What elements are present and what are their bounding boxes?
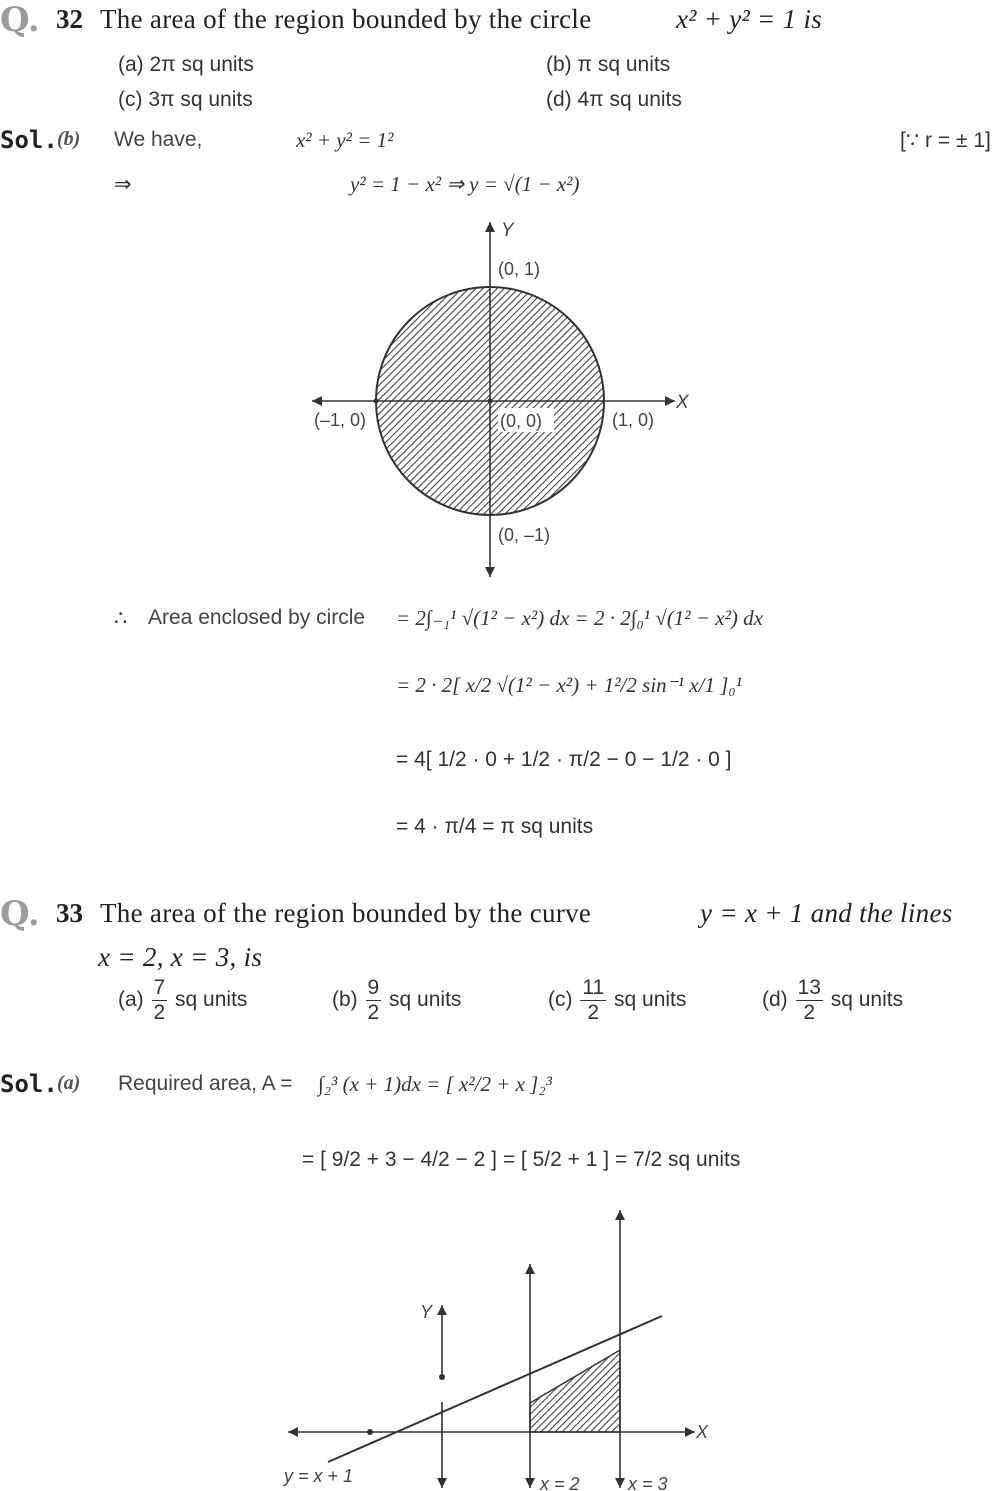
y-axis-up-arrow [485,222,495,232]
question-equation: x² + y² = 1 is [676,4,823,34]
circle-equation: x² + y² = 1² [296,128,394,152]
x-intercept-point [367,1429,373,1435]
integral-step-1: ∫₂³ (x + 1)dx = [ x²/2 + x ]₂³ [318,1072,552,1096]
option-b: (b) π sq units [546,53,671,76]
line-area-figure [270,1200,730,1491]
x3-label: x = 3 [628,1474,668,1491]
label-right: (1, 0) [612,410,655,430]
y-axis-down-arrow [485,567,495,577]
question-equation: y = x + 1 and the lines [700,898,953,928]
solution-label: Sol. [0,126,58,154]
line-x3-up-arrow [615,1210,625,1220]
solution-answer: (a) [57,1072,81,1094]
x-axis-right-arrow [665,396,675,406]
question-lines: x = 2, x = 3, is [98,942,263,972]
x-axis-left-arrow [288,1427,298,1437]
y-axis-down-arrow [437,1478,447,1488]
option-c: (c) $\frac{11}{2}$ sq units [548,976,687,1024]
integral-step-2: = [ 9/2 + 3 − 4/2 − 2 ] = [ 5/2 + 1 ] = 7/2 sq units [302,1148,741,1171]
x-axis-right-arrow [685,1427,695,1437]
area-label: Area enclosed by circle [148,606,366,629]
integral-step-3: = 4[ 1/2 · 0 + 1/2 · π/2 − 0 − 1/2 · 0 ] [396,748,732,771]
y-axis-label: Y [501,220,514,241]
radius-note: [∵ r = ± 1] [900,129,991,152]
y-equation: y² = 1 − x² ⇒ y = √(1 − x²) [350,172,580,196]
required-area-label: Required area, A = [118,1072,293,1095]
line-x2-up-arrow [525,1264,535,1274]
line-x3-down-arrow [615,1478,625,1488]
x2-label: x = 2 [540,1474,580,1491]
y-axis-label: Y [420,1302,433,1322]
integral-step-1: = 2∫₋₁¹ √(1² − x²) dx = 2 · 2∫₀¹ √(1² − x²) dx [396,606,763,630]
option-d: (d) $\frac{13}{2}$ sq units [762,976,904,1024]
label-center: (0, 0) [500,411,543,431]
we-have-text: We have, [114,128,203,151]
y-intercept-point [439,1374,445,1380]
option-a: (a) 2π sq units [118,53,254,76]
solution-label: Sol. [0,1070,58,1098]
option-b: (b) $\frac{9}{2}$ sq units [332,976,462,1024]
integral-step-2: = 2 · 2[ x/2 √(1² − x²) + 1²/2 sin⁻¹ x/1 ]₀¹ [396,673,742,697]
circle-figure [290,212,710,587]
line-x2-down-arrow [525,1478,535,1488]
curve-label: y = x + 1 [284,1466,354,1486]
x-axis-left-arrow [312,396,322,406]
y-axis-up-arrow [437,1305,447,1315]
question-marker: Q. [0,894,40,934]
question-marker: Q. [0,0,40,40]
point-origin [488,399,493,404]
question-text: The area of the region bounded by the circle [100,4,592,34]
question-text: The area of the region bounded by the curve [100,898,592,928]
solution-answer: (b) [57,128,81,150]
x-axis-label: X [676,392,689,413]
label-top: (0, 1) [498,259,541,279]
point-left [374,399,379,404]
option-c: (c) 3π sq units [118,88,253,111]
label-bottom: (0, –1) [498,525,551,545]
question-number: 32 [56,4,83,34]
therefore-symbol: ∴ [114,607,128,630]
question-number: 33 [56,898,83,928]
integral-step-4: = 4 · π/4 = π sq units [396,815,594,838]
option-a: (a) $\frac{7}{2}$ sq units [118,976,248,1024]
option-d: (d) 4π sq units [546,88,682,111]
implies-symbol: ⇒ [114,173,132,196]
x-axis-label: X [696,1422,709,1442]
shaded-region [530,1350,620,1432]
label-left: (–1, 0) [314,410,367,430]
